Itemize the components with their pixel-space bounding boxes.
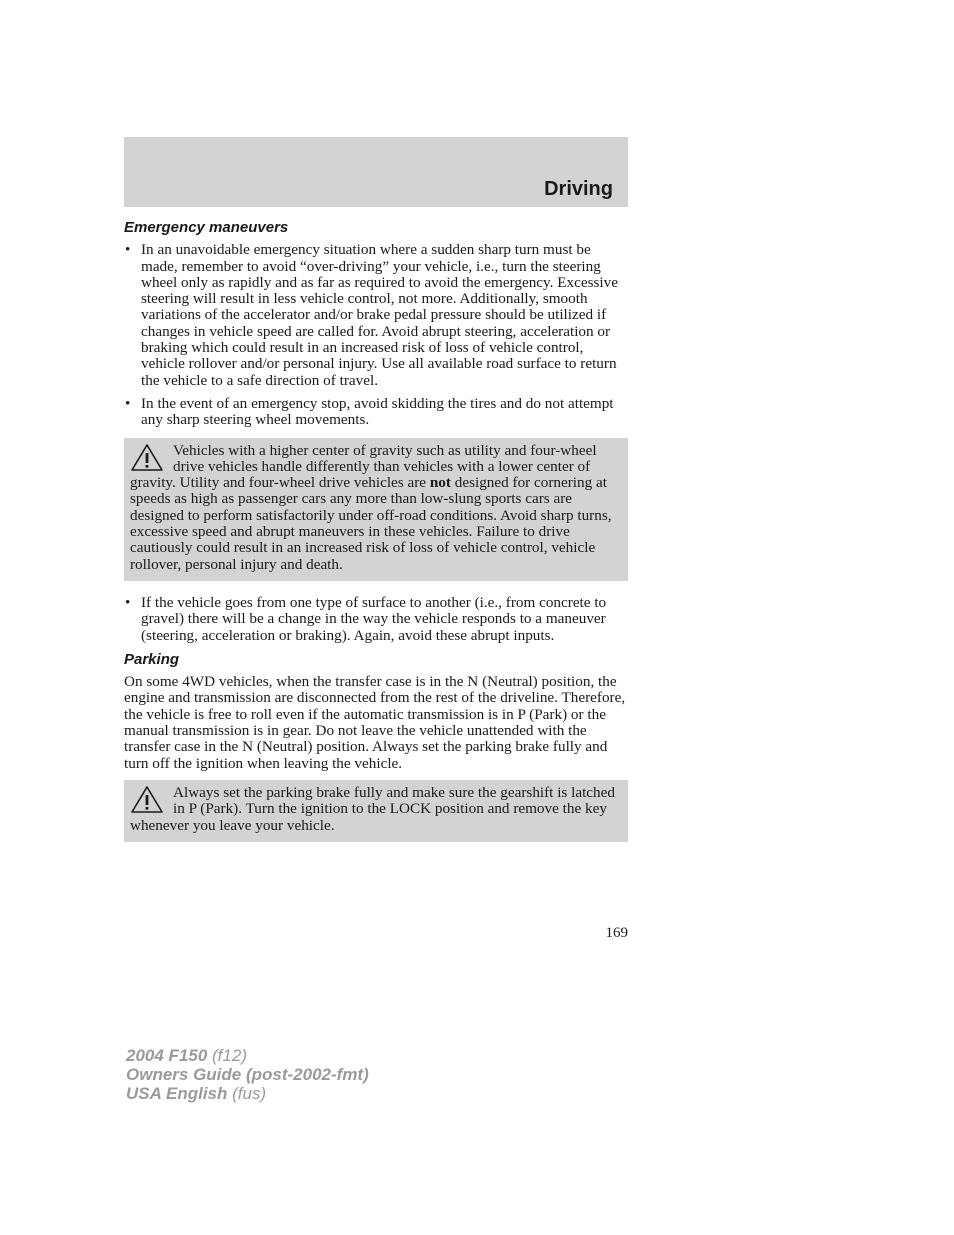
parking-paragraph: On some 4WD vehicles, when the transfer case is in the N (Neutral) position, the engine and transmission are disconnected from the rest of the driveline. Therefore, the vehicle is free to roll even if the automatic transmission is in P (Park) or the manual transmission is in gear. Do not leave the vehicle unattended with the transfer case in the N (Neutral) position. Always set the parking brake fully and turn off the ignition when leaving the vehicle. — [124, 673, 626, 772]
warning-triangle-icon — [130, 785, 164, 815]
page-number: 169 — [605, 925, 628, 941]
footer-language-code: (fus) — [227, 1084, 267, 1103]
rollover-warning-box — [124, 438, 628, 581]
warning-text-part: designed for cornering at speeds as high as passenger cars any more than low-slung sports cars are designed to perform satisfactorily under off-road conditions. Avoid sharp turns, excessive speed and abrupt maneuvers in these vehicles. Failure to drive cautiously could result in an increased risk of loss of vehicle control, vehicle rollover, personal injury and death. — [130, 474, 612, 573]
warning-triangle-icon — [130, 443, 164, 473]
bullet-text: In the event of an emergency stop, avoid skidding the tires and do not attempt any sharp steering wheel movements. — [141, 394, 614, 429]
bullet-dot: • — [125, 241, 131, 259]
parking-heading: Parking — [124, 650, 180, 668]
bullet-item — [124, 396, 628, 429]
page-content — [124, 220, 628, 856]
bullet-dot: • — [125, 394, 131, 412]
bullet-item — [124, 242, 628, 389]
warning-text: Always set the parking brake fully and make sure the gearshift is latched in P (Park). Turn the ignition to the LOCK position and remove the key whenever you leave your vehicle. — [130, 783, 615, 834]
section-title: Driving — [544, 178, 613, 200]
warning-text — [130, 443, 620, 573]
footer-language: USA English — [126, 1084, 228, 1103]
parking-warning-box — [124, 780, 628, 842]
footer-model: 2004 F150 — [126, 1046, 208, 1065]
footer-line-2: Owners Guide (post-2002-fmt) — [126, 1065, 369, 1084]
bullet-text: If the vehicle goes from one type of surface to another (i.e., from concrete to gravel) there will be a change in the way the vehicle responds to a maneuver (steering, acceleration or braking). Again, avoid these abrupt inputs. — [141, 593, 607, 644]
bullet-text: In an unavoidable emergency situation where a sudden sharp turn must be made, remember to avoid “over-driving” your vehicle, i.e., turn the steering wheel only as rapidly and as far as required to avoid the emergency. Excessive steering will result in less vehicle control, not more. Additionally, smooth variations of the accelerator and/or brake pedal pressure should be utilized if changes in vehicle speed are called for. Avoid abrupt steering, acceleration or braking which could result in an increased risk of loss of vehicle control, vehicle rollover and/or personal injury. Use all available road surface to return the vehicle to a safe direction of travel. — [141, 241, 618, 389]
bullet-dot: • — [125, 593, 131, 611]
warning-emphasis: not — [429, 474, 451, 492]
bullet-item — [124, 595, 628, 644]
section-header-band — [124, 137, 628, 207]
footer-line-3 — [126, 1084, 369, 1103]
footer-line-1 — [126, 1046, 369, 1065]
footer-model-code: (f12) — [207, 1046, 247, 1065]
warning-text-part: Vehicles with a higher center of gravity such as utility and four-wheel drive vehicles handle differently than vehicles with a lower center of gravity. Utility and four-wheel drive vehicles are — [130, 441, 597, 492]
document-footer — [126, 1046, 369, 1103]
emergency-maneuvers-heading: Emergency maneuvers — [124, 219, 289, 236]
